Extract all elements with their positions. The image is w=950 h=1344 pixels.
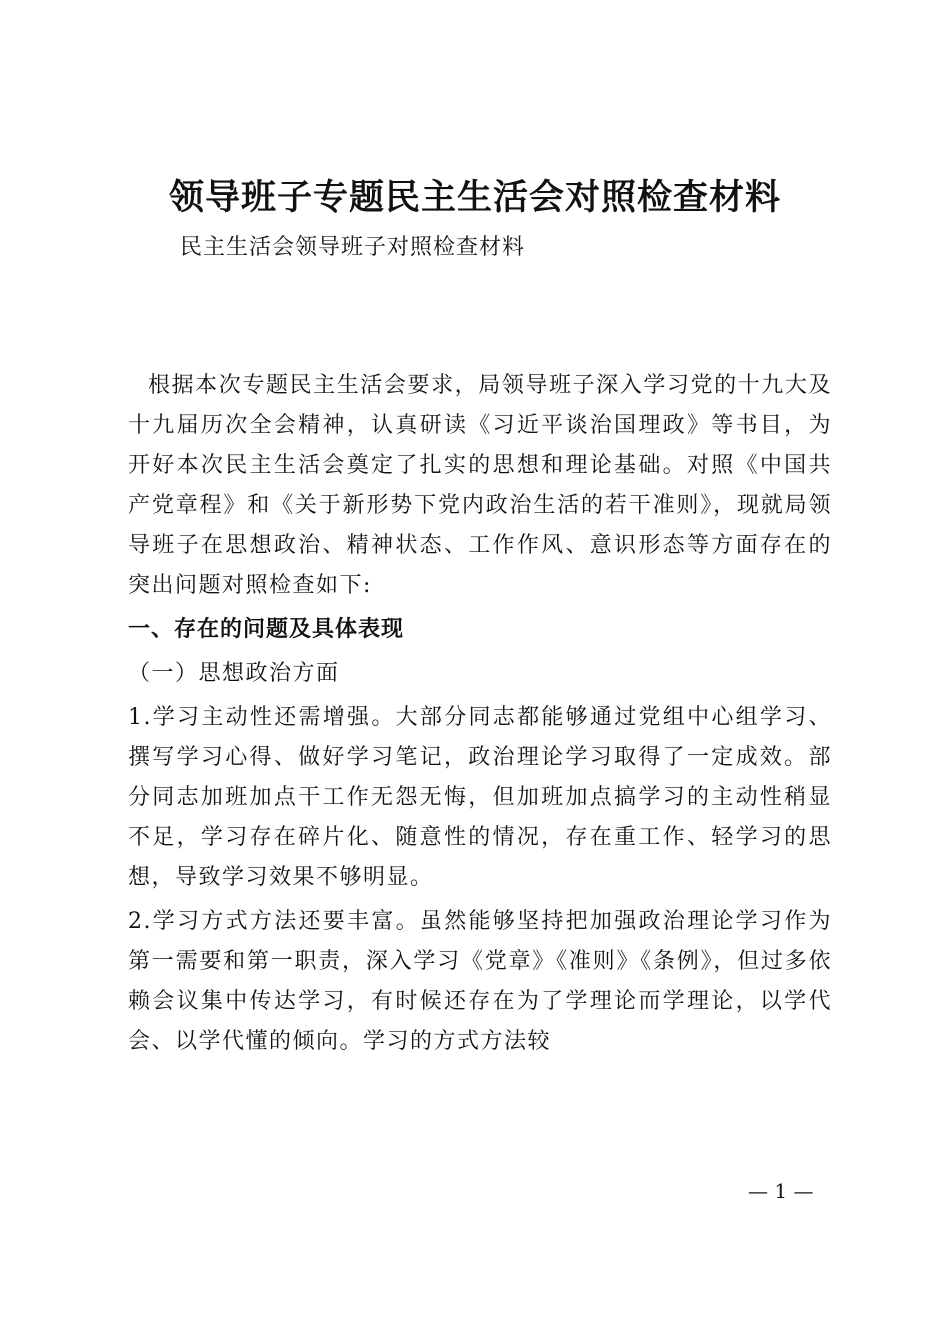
intro-paragraph: 根据本次专题民主生活会要求，局领导班子深入学习党的十九大及十九届历次全会精神，认真研读《习近平谈治国理政》等书目，为开好本次民主生活会奠定了扎实的思想和理论基础。对照《中国共产党章程》和《关于新形势下党内政治生活的若干准则》，现就局领导班子在思想政治、精神状态、工作作风、意识形态等方面存在的突出问题对照检查如下: (128, 373, 832, 598)
document-subtitle: 民主生活会领导班子对照检查材料 (180, 235, 526, 260)
list-item: 2.学习方式方法还要丰富。虽然能够坚持把加强政治理论学习作为第一需要和第一职责，深入学习《党章》《准则》《条例》，但过多依赖会议集中传达学习，有时候还存在为了学理论而学理论，以学代会、以学代懂的倾向。学习的方式方法较 (128, 909, 832, 1054)
section-heading: 一、存在的问题及具体表现 (128, 617, 405, 642)
document-body (128, 366, 832, 1062)
list-item: 1.学习主动性还需增强。大部分同志都能够通过党组中心组学习、撰写学习心得、做好学习笔记，政治理论学习取得了一定成效。部分同志加班加点干工作无怨无悔，但加班加点搞学习的主动性稍显不足，学习存在碎片化、随意性的情况，存在重工作、轻学习的思想，导致学习效果不够明显。 (128, 705, 832, 890)
page-number: — 1 — (748, 1179, 814, 1203)
subsection-heading: （一）思想政治方面 (128, 661, 340, 686)
document-title: 领导班子专题民主生活会对照检查材料 (168, 177, 781, 218)
